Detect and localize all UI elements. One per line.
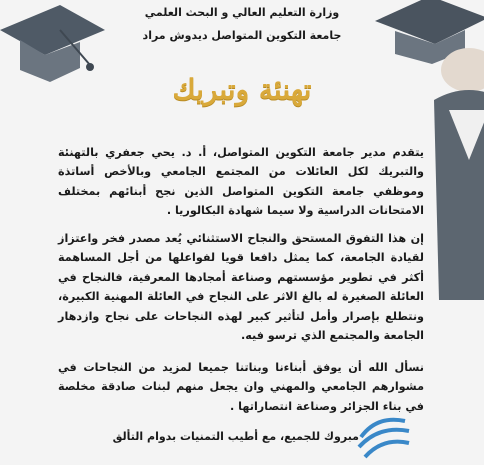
paragraph-3: نسأل الله أن يوفق أبناءنا وبناتنا جميعا لمزيد من النجاحات في مشوارهم الجامعي والمهني وان يجعل منهم لبنات صادقة مخلصة في بناء الجزائر وصناعة انتصاراتها . (58, 361, 424, 413)
paragraph-2: إن هذا التفوق المستحق والنجاح الاستثنائي يُعد مصدر فخر واعتزاز لقيادة الجامعة، كما يمثل دافعا قويا لفواعلها من أجل المساهمة أكثر في تطوير مؤسستهم وصناعة أمجادها المعرفية، فالنجاح في العائلة الصغيرة له بالغ الاثر على النجاح في العائلة المهنية الكبيرة، ونتطلع بإصرار وأمل لتأثير كبير لهذه النجاحات على نجاح وازدهار الجامعة والمجتمع الذي ترسو فيه. (58, 232, 424, 343)
ministry-name: وزارة التعليم العالي و البحث العلمي (144, 6, 340, 19)
university-emblem-icon (355, 403, 413, 461)
paragraph-1: يتقدم مدير جامعة التكوين المتواصل، أ. د. يحي جعفري بالتهنئة والتبريك لكل العائلات من المجتمع الجامعي وبالأخص أساتذة وموظفي جامعة التكوين المتواصل الذين نجح أبنائهم بمختلف الامتحانات الدراسية ولا سيما شهادة البكالوريا . (58, 146, 424, 218)
graduation-cap-icon (0, 0, 110, 90)
closing-line: مبروك للجميع، مع أطيب التمنيات بدوام التألق (112, 430, 359, 443)
headline-title: تهنئة وتبريك (172, 73, 312, 106)
university-name: جامعة التكوين المتواصل ديدوش مراد (142, 29, 342, 42)
